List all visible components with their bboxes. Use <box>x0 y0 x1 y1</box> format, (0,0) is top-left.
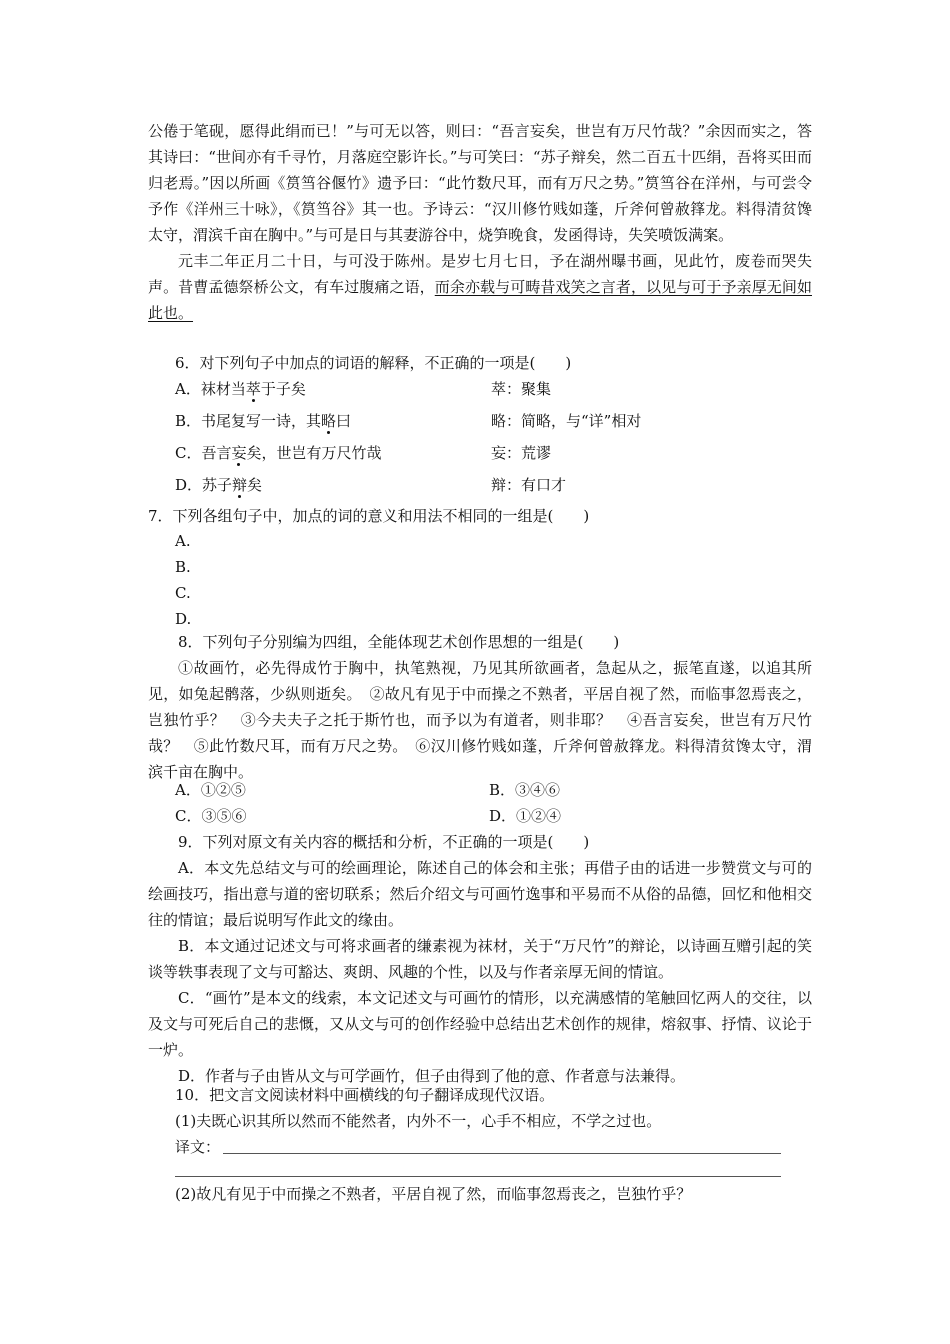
q6-b-gloss: 略：简略，与“详”相对 <box>491 412 642 430</box>
q6-d-gloss: 辩：有口才 <box>491 476 567 494</box>
q6-d-post: 矣 <box>247 476 263 494</box>
answer-line-2[interactable] <box>175 1176 781 1177</box>
q6-option-c <box>175 440 815 466</box>
q6-a-dotted-word: 萃 <box>245 380 261 398</box>
q6-option-a <box>175 376 815 402</box>
q6-d-dotted-word: 辩 <box>232 476 248 494</box>
q8-option-b: B．③④⑥ <box>489 781 561 799</box>
q6-b-dotted-word: 略 <box>321 412 337 430</box>
q6-stem: 6．对下列句子中加点的词语的解释，不正确的一项是( ) <box>175 354 572 372</box>
q9-option-d: D．作者与子由皆从文与可学画竹，但子由得到了他的意、作者意与法兼得。 <box>178 1067 686 1085</box>
q8-options-row-1 <box>175 777 815 803</box>
q7-option-d: D. <box>175 610 192 628</box>
q8-option-d: D．①②④ <box>489 807 562 825</box>
q8-option-a: A．①②⑤ <box>175 781 246 799</box>
q7-option-c: C. <box>175 584 191 602</box>
q8-stem: 8．下列句子分别编为四组，全能体现艺术创作思想的一组是( ) <box>178 633 620 651</box>
q9-option-b: B．本文通过记述文与可将求画者的缣素视为袜材，关于“万尺竹”的辩论，以诗画互赠引起的笑谈等轶事表现了文与可豁达、爽朗、风趣的个性，以及与作者亲厚无间的情谊。 <box>148 937 812 981</box>
q7-option-b: B. <box>175 558 191 576</box>
q6-b-post: 曰 <box>336 412 352 430</box>
q8-options-row-2 <box>175 803 815 829</box>
answer-line-1[interactable] <box>223 1153 781 1154</box>
q10-translation-label: 译文： <box>175 1138 221 1156</box>
q10-sentence-1: (1)夫既心识其所以然而不能然者，内外不一，心手不相应，不学之过也。 <box>175 1112 662 1130</box>
q6-c-gloss: 妄：荒谬 <box>491 444 552 462</box>
q10-stem: 10．把文言文阅读材料中画横线的句子翻译成现代汉语。 <box>175 1086 555 1104</box>
passage <box>148 118 812 326</box>
q6-a-pre: A．袜材当 <box>175 380 246 398</box>
q6-a-post: 于子矣 <box>260 380 306 398</box>
q10-sentence-2: (2)故凡有见于中而操之不熟者，平居自视了然，而临事忽焉丧之，岂独竹乎？ <box>175 1185 692 1203</box>
q9-option-a: A．本文先总结文与可的绘画理论，陈述自己的体会和主张；再借子由的话进一步赞赏文与可的绘画技巧，指出意与道的密切联系；然后介绍文与可画竹逸事和平易而不从俗的品德，回忆和他相交往的情谊；最后说明写作此文的缘由。 <box>148 859 812 929</box>
passage-paragraph-2 <box>148 248 812 326</box>
q6-d-pre: D．苏子 <box>175 476 233 494</box>
passage-paragraph-2-text: 元丰二年正月二十日，与可没于陈州。是岁七月七日，予在湖州曝书画，见此竹，废卷而哭失声。昔曹孟德祭桥公文，有车过腹痛之语， <box>148 252 812 296</box>
q7-option-a: A. <box>175 532 191 550</box>
q8 <box>148 629 812 785</box>
q6-option-d <box>175 472 815 498</box>
q6-b-pre: B．书尾复写一诗，其 <box>175 412 322 430</box>
q8-option-c: C．③⑤⑥ <box>175 807 247 825</box>
q6-c-dotted-word: 妄 <box>231 444 247 462</box>
q6-option-b <box>175 408 815 434</box>
q8-sentences: ①故画竹，必先得成竹于胸中，执笔熟视，乃见其所欲画者，急起从之，振笔直遂，以追其所见，如兔起鹘落，少纵则逝矣。 ②故凡有见于中而操之不熟者，平居自视了然，而临事忽焉丧之，岂独竹乎？ ③今夫夫子之托于斯竹也，而予以为有道者，则非耶？ ④吾言妄矣，世岂有万尺竹哉？ ⑤此竹数尺耳，而有万尺之势。 ⑥汉川修竹贱如蓬，斤斧何曾赦箨龙。料得清贫馋太守，渭滨千亩在胸中。 <box>148 659 812 781</box>
q9-stem: 9．下列对原文有关内容的概括和分析，不正确的一项是( ) <box>178 833 590 851</box>
q6-c-pre: C．吾言 <box>175 444 232 462</box>
passage-paragraph-1: 公倦于笔砚，愿得此绢而已！”与可无以答，则曰：“吾言妄矣，世岂有万尺竹哉？”余因而实之，答其诗曰：“世间亦有千寻竹，月落庭空影许长。”与可笑曰：“苏子辩矣，然二百五十匹绢，吾将买田而归老焉。”因以所画《筼筜谷偃竹》遗予曰：“此竹数尺耳，而有万尺之势。”筼筜谷在洋州，与可尝令予作《洋州三十咏》，《筼筜谷》其一也。予诗云：“汉川修竹贱如蓬，斤斧何曾赦箨龙。料得清贫馋太守，渭滨千亩在胸中。”与可是日与其妻游谷中，烧笋晚食，发函得诗，失笑喷饭满案。 <box>148 122 812 244</box>
q7-stem: 7．下列各组句子中，加点的词的意义和用法不相同的一组是( ) <box>148 507 590 525</box>
q9-option-c: C．“画竹”是本文的线索，本文记述文与可画竹的情形，以充满感情的笔触回忆两人的交往，以及文与可死后自己的悲慨，又从文与可的创作经验中总结出艺术创作的规律，熔叙事、抒情、议论于一炉。 <box>148 989 812 1059</box>
q9 <box>148 829 812 1089</box>
q6-a-gloss: 萃：聚集 <box>491 380 552 398</box>
underlined-sentence: 而余亦载与可畴昔戏笑之言者，以见与可于予亲厚无间如此也。 <box>148 278 812 322</box>
q6-c-post: 矣，世岂有万尺竹哉 <box>246 444 382 462</box>
